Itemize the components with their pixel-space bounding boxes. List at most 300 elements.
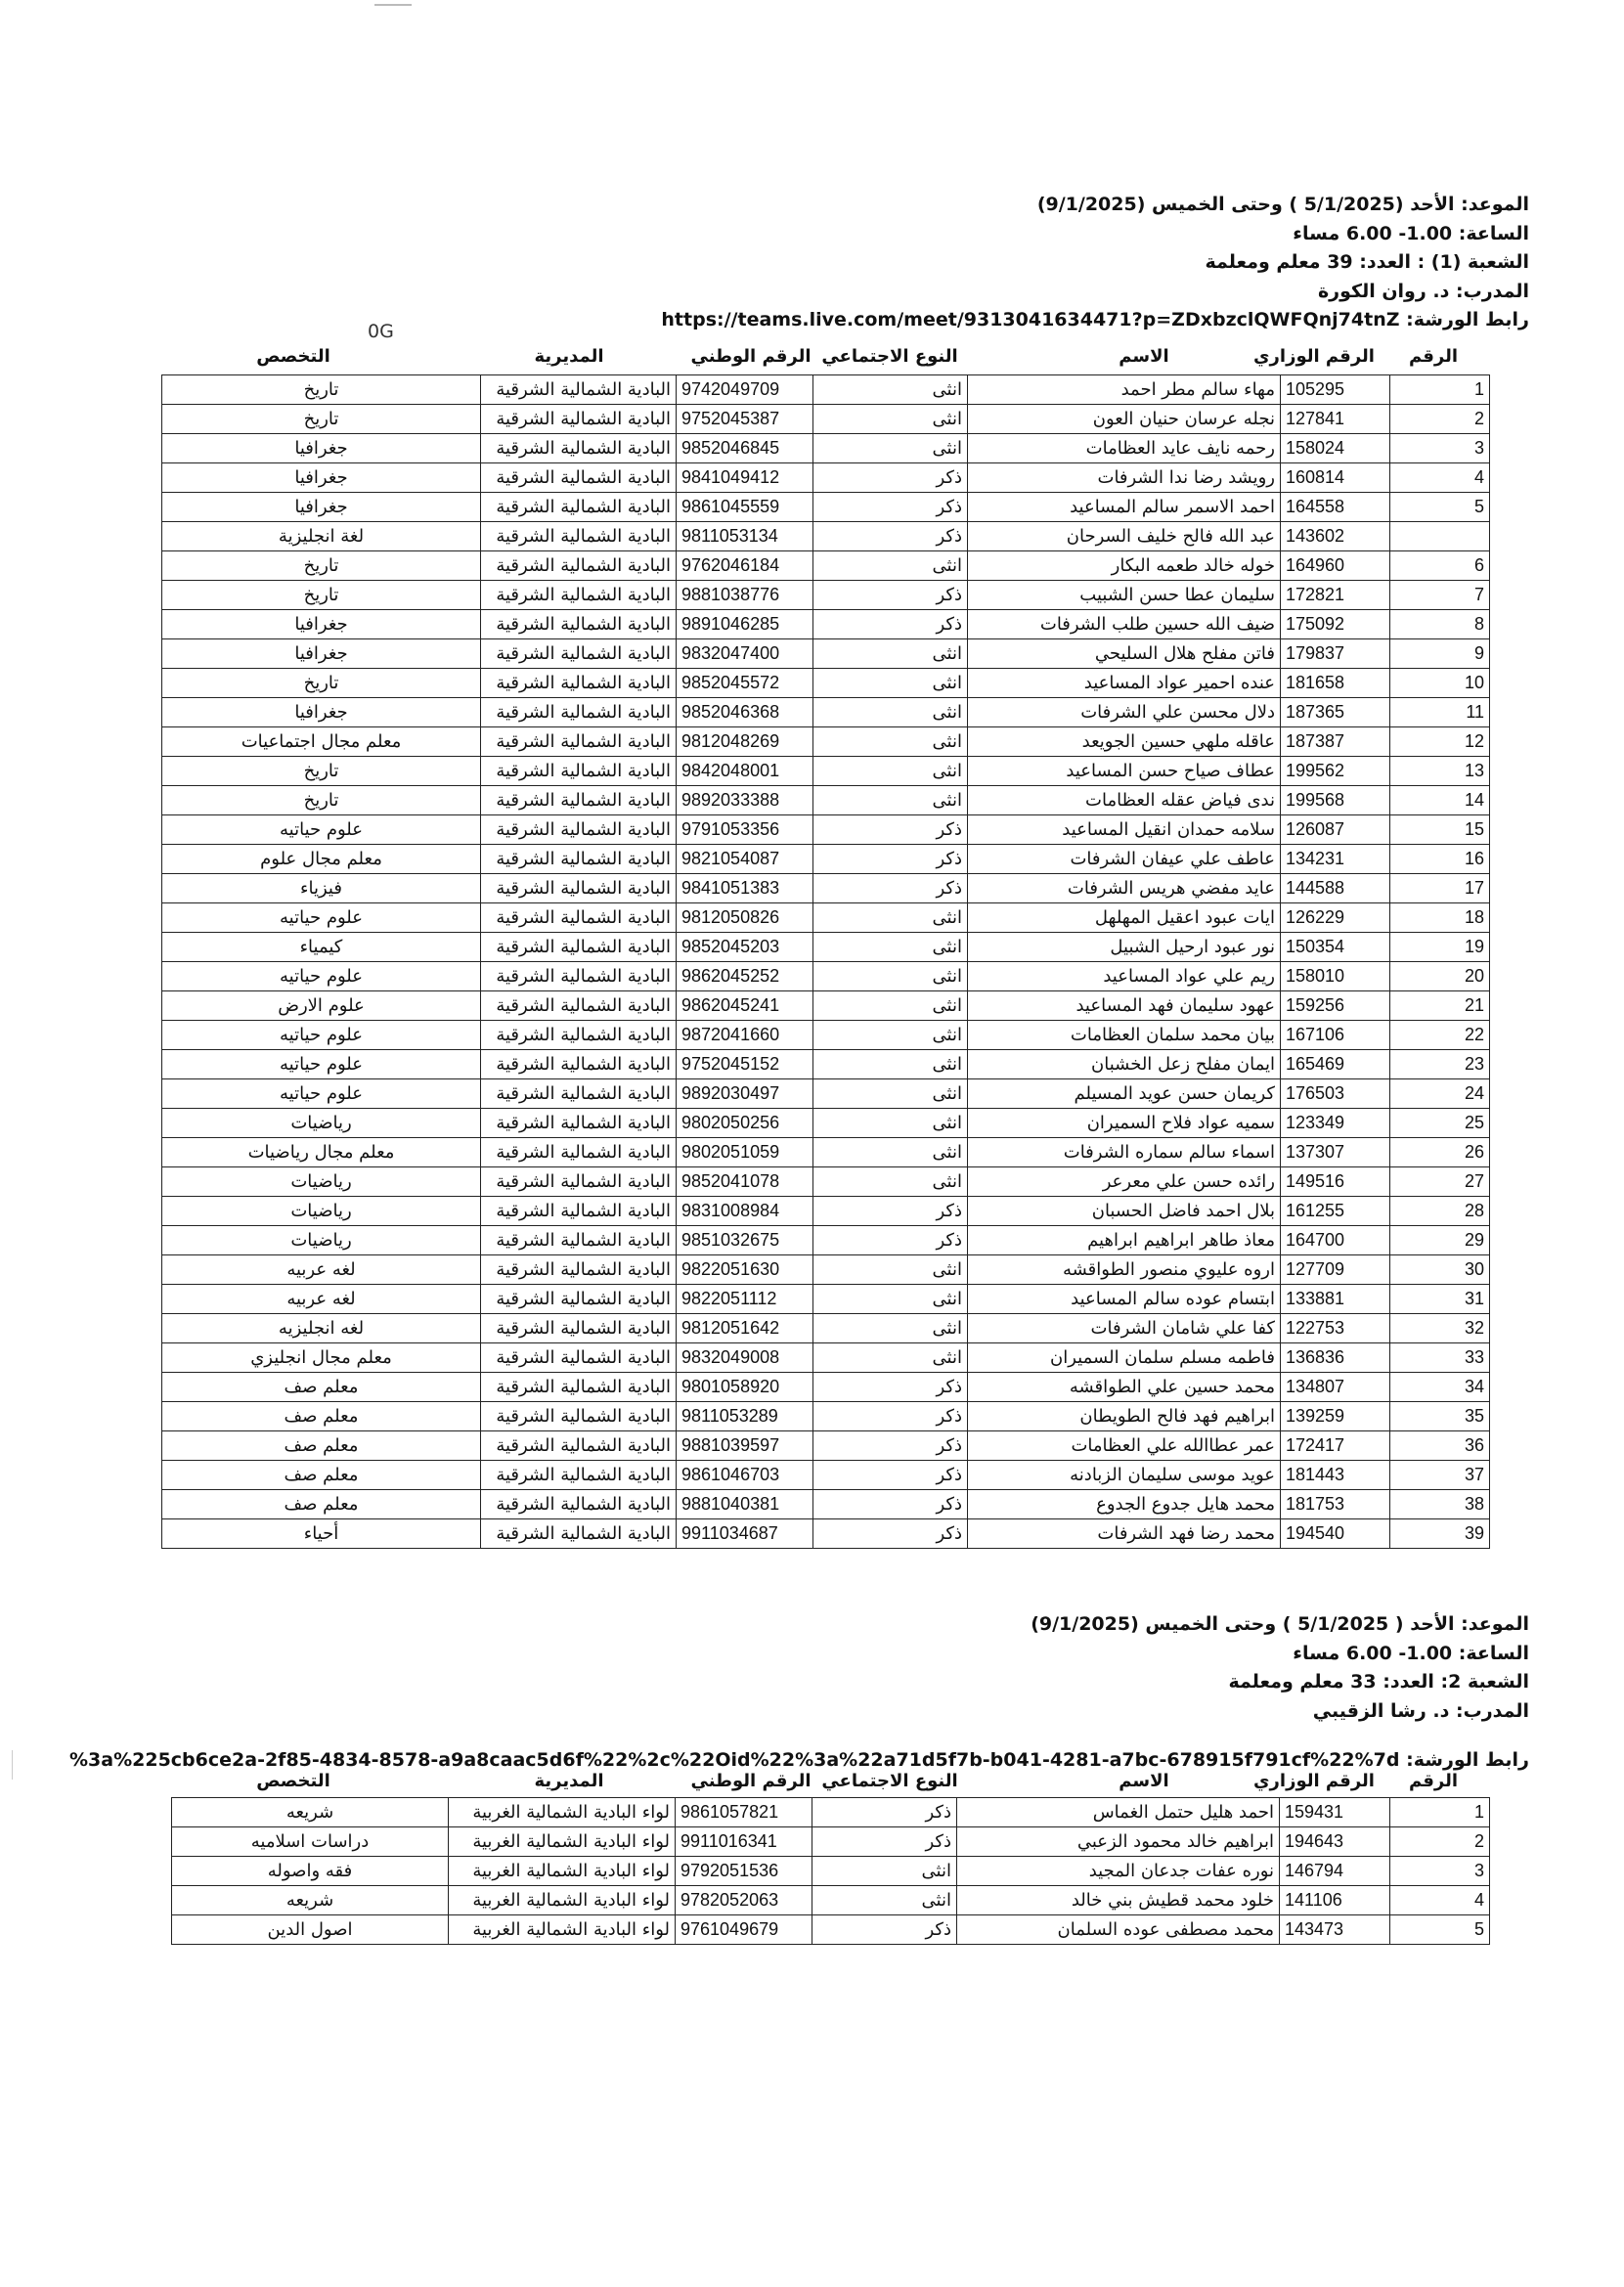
table-row	[162, 493, 1490, 522]
spec-cell: علوم حياتيه	[162, 1079, 481, 1109]
national-id-cell: 9811053289	[677, 1402, 813, 1431]
directorate-cell: لواء البادية الشمالية الغربية	[449, 1827, 676, 1857]
directorate-cell: البادية الشمالية الشرقية	[481, 757, 677, 786]
name-cell: فاتن مفلح هلال السليحي	[968, 639, 1281, 669]
ministry-id-cell: 164960	[1281, 551, 1390, 581]
spec-cell: تاريخ	[162, 757, 481, 786]
row-number-cell: 2	[1390, 405, 1490, 434]
directorate-cell: لواء البادية الشمالية الغربية	[449, 1915, 676, 1945]
row-number-cell: 19	[1390, 933, 1490, 962]
spec-cell: معلم صف	[162, 1402, 481, 1431]
gender-cell: انثى	[813, 1285, 968, 1314]
directorate-cell: البادية الشمالية الشرقية	[481, 463, 677, 493]
row-number-cell: 4	[1390, 1886, 1490, 1915]
gender-cell: ذكر	[813, 522, 968, 551]
directorate-cell: البادية الشمالية الشرقية	[481, 1138, 677, 1167]
table-row	[162, 698, 1490, 727]
row-number-cell: 5	[1390, 1915, 1490, 1945]
name-cell: مهاء سالم مطر احمد	[968, 375, 1281, 405]
table-row	[162, 434, 1490, 463]
section1-column-headers	[0, 346, 1624, 370]
directorate-cell: البادية الشمالية الشرقية	[481, 522, 677, 551]
ministry-id-cell: 126229	[1281, 903, 1390, 933]
directorate-cell: البادية الشمالية الشرقية	[481, 815, 677, 845]
table-row	[172, 1886, 1490, 1915]
ministry-id-cell: 199568	[1281, 786, 1390, 815]
ministry-id-cell: 137307	[1281, 1138, 1390, 1167]
row-number-cell: 29	[1390, 1226, 1490, 1255]
national-id-cell: 9831008984	[677, 1197, 813, 1226]
spec-cell: شريعه	[172, 1886, 449, 1915]
header-gender: النوع الاجتماعي	[821, 346, 958, 367]
gender-cell: انثى	[813, 1167, 968, 1197]
directorate-cell: البادية الشمالية الشرقية	[481, 1490, 677, 1519]
spec-cell: أحياء	[162, 1519, 481, 1549]
name-cell: عطاف صياح حسن المساعيد	[968, 757, 1281, 786]
spec-cell: معلم صف	[162, 1373, 481, 1402]
gender-cell: انثى	[813, 757, 968, 786]
header-national-id: الرقم الوطني	[690, 1771, 812, 1791]
national-id-cell: 9892030497	[677, 1079, 813, 1109]
name-cell: خلود محمد قطيش بني خالد	[957, 1886, 1280, 1915]
spec-cell: معلم مجال رياضيات	[162, 1138, 481, 1167]
table-row	[172, 1827, 1490, 1857]
ministry-id-cell: 159256	[1281, 991, 1390, 1021]
gender-cell: انثى	[813, 405, 968, 434]
table-row	[162, 815, 1490, 845]
name-cell: ضيف الله حسين طلب الشرفات	[968, 610, 1281, 639]
gender-cell: انثى	[813, 933, 968, 962]
row-number-cell: 12	[1390, 727, 1490, 757]
name-cell: ايمان مفلح زعل الخشبان	[968, 1050, 1281, 1079]
table-row	[162, 610, 1490, 639]
table-row	[162, 463, 1490, 493]
gender-cell: انثى	[813, 903, 968, 933]
gender-cell: ذكر	[813, 1490, 968, 1519]
header-directorate: المديرية	[534, 346, 604, 367]
spec-cell: معلم صف	[162, 1431, 481, 1461]
ministry-id-cell: 127709	[1281, 1255, 1390, 1285]
header-name: الاسم	[1119, 346, 1169, 367]
name-cell: عاطف علي عيفان الشرفات	[968, 845, 1281, 874]
row-number-cell: 1	[1390, 375, 1490, 405]
national-id-cell: 9841049412	[677, 463, 813, 493]
directorate-cell: البادية الشمالية الشرقية	[481, 1314, 677, 1343]
national-id-cell: 9791053356	[677, 815, 813, 845]
table-row	[162, 1255, 1490, 1285]
directorate-cell: البادية الشمالية الشرقية	[481, 786, 677, 815]
section1-trainer-line: المدرب: د. روان الكورة	[1317, 280, 1529, 302]
directorate-cell: لواء البادية الشمالية الغربية	[449, 1886, 676, 1915]
national-id-cell: 9782052063	[676, 1886, 812, 1915]
section1-date-line: الموعد: الأحد (5/1/2025 ) وحتى الخميس (9/1/2025)	[1036, 194, 1529, 215]
national-id-cell: 9832047400	[677, 639, 813, 669]
table-row	[162, 1402, 1490, 1431]
spec-cell: لغه انجليزيه	[162, 1314, 481, 1343]
section2-table	[171, 1797, 1490, 1945]
national-id-cell: 9881038776	[677, 581, 813, 610]
section1-link-label: رابط الورشة:	[1406, 309, 1529, 330]
directorate-cell: البادية الشمالية الشرقية	[481, 493, 677, 522]
directorate-cell: البادية الشمالية الشرقية	[481, 1519, 677, 1549]
spec-cell: تاريخ	[162, 375, 481, 405]
table-row	[162, 1373, 1490, 1402]
table-row	[162, 669, 1490, 698]
ministry-id-cell: 194643	[1280, 1827, 1390, 1857]
name-cell: ابراهيم فهد فالح الطويطان	[968, 1402, 1281, 1431]
name-cell: محمد حسين علي الطواقشه	[968, 1373, 1281, 1402]
ministry-id-cell: 122753	[1281, 1314, 1390, 1343]
header-name: الاسم	[1119, 1771, 1169, 1791]
gender-cell: ذكر	[813, 1461, 968, 1490]
ministry-id-cell: 165469	[1281, 1050, 1390, 1079]
table-row	[162, 581, 1490, 610]
header-spec: التخصص	[256, 1771, 330, 1791]
spec-cell: رياضيات	[162, 1226, 481, 1255]
table-row	[162, 1050, 1490, 1079]
ministry-id-cell: 172417	[1281, 1431, 1390, 1461]
name-cell: سليمان عطا حسن الشبيب	[968, 581, 1281, 610]
name-cell: اسماء سالم سماره الشرفات	[968, 1138, 1281, 1167]
gender-cell: انثى	[813, 962, 968, 991]
table-row	[162, 1285, 1490, 1314]
directorate-cell: البادية الشمالية الشرقية	[481, 1079, 677, 1109]
ministry-id-cell: 133881	[1281, 1285, 1390, 1314]
spec-cell: جغرافيا	[162, 639, 481, 669]
name-cell: رويشد رضا ندا الشرفات	[968, 463, 1281, 493]
name-cell: رائده حسن علي معرعر	[968, 1167, 1281, 1197]
scan-artifact	[374, 4, 412, 6]
directorate-cell: لواء البادية الشمالية الغربية	[449, 1798, 676, 1827]
gender-cell: انثى	[813, 639, 968, 669]
directorate-cell: لواء البادية الشمالية الغربية	[449, 1857, 676, 1886]
table-row	[162, 845, 1490, 874]
ministry-id-cell: 143473	[1280, 1915, 1390, 1945]
row-number-cell: 8	[1390, 610, 1490, 639]
section2-link-url[interactable]: %3a%225cb6ce2a-2f85-4834-8578-a9a8caac5d6f%22%2c%22Oid%22%3a%22a71d5f7b-b041-4281-a7bc-678915f791cf%22%7d	[69, 1749, 1400, 1771]
ministry-id-cell: 175092	[1281, 610, 1390, 639]
spec-cell: جغرافيا	[162, 434, 481, 463]
spec-cell: علوم حياتيه	[162, 815, 481, 845]
national-id-cell: 9761049679	[676, 1915, 812, 1945]
spec-cell: رياضيات	[162, 1197, 481, 1226]
name-cell: كفا علي شامان الشرفات	[968, 1314, 1281, 1343]
name-cell: احمد الاسمر سالم المساعيد	[968, 493, 1281, 522]
national-id-cell: 9852041078	[677, 1167, 813, 1197]
name-cell: عاقله ملهي حسين الجويعد	[968, 727, 1281, 757]
table-row	[162, 405, 1490, 434]
national-id-cell: 9752045387	[677, 405, 813, 434]
national-id-cell: 9742049709	[677, 375, 813, 405]
name-cell: نور عبود ارحيل الشبيل	[968, 933, 1281, 962]
ministry-id-cell: 146794	[1280, 1857, 1390, 1886]
row-number-cell: 11	[1390, 698, 1490, 727]
table-row	[162, 991, 1490, 1021]
table-row	[162, 1343, 1490, 1373]
table-row	[162, 1167, 1490, 1197]
section2-date-line: الموعد: الأحد ( 5/1/2025 ) وحتى الخميس (9/1/2025)	[1031, 1613, 1529, 1635]
gender-cell: انثى	[813, 375, 968, 405]
spec-cell: فقه واصوله	[172, 1857, 449, 1886]
table-row	[162, 1461, 1490, 1490]
national-id-cell: 9832049008	[677, 1343, 813, 1373]
section2-trainer-line: المدرب: د. رشا الزقيبي	[1312, 1699, 1529, 1722]
national-id-cell: 9881039597	[677, 1431, 813, 1461]
header-gender: النوع الاجتماعي	[821, 1771, 958, 1791]
table-row	[162, 1314, 1490, 1343]
directorate-cell: البادية الشمالية الشرقية	[481, 610, 677, 639]
spec-cell: تاريخ	[162, 405, 481, 434]
table-row	[162, 522, 1490, 551]
national-id-cell: 9801058920	[677, 1373, 813, 1402]
row-number-cell: 35	[1390, 1402, 1490, 1431]
table-row	[162, 1197, 1490, 1226]
table-row	[162, 1138, 1490, 1167]
section1-header	[661, 191, 1529, 335]
gender-cell: ذكر	[813, 493, 968, 522]
row-number-cell: 24	[1390, 1079, 1490, 1109]
ministry-id-cell: 141106	[1280, 1886, 1390, 1915]
national-id-cell: 9841051383	[677, 874, 813, 903]
national-id-cell: 9792051536	[676, 1857, 812, 1886]
header-number: الرقم	[1408, 1771, 1459, 1791]
directorate-cell: البادية الشمالية الشرقية	[481, 1050, 677, 1079]
gender-cell: انثى	[813, 1079, 968, 1109]
table-row	[162, 1431, 1490, 1461]
national-id-cell: 9862045252	[677, 962, 813, 991]
spec-cell: معلم مجال انجليزي	[162, 1343, 481, 1373]
ministry-id-cell: 149516	[1281, 1167, 1390, 1197]
gender-cell: انثى	[813, 1138, 968, 1167]
gender-cell: ذكر	[812, 1798, 957, 1827]
row-number-cell: 2	[1390, 1827, 1490, 1857]
ministry-id-cell: 199562	[1281, 757, 1390, 786]
table-row	[162, 639, 1490, 669]
national-id-cell: 9802051059	[677, 1138, 813, 1167]
directorate-cell: البادية الشمالية الشرقية	[481, 1167, 677, 1197]
section1-time-line: الساعة: 1.00- 6.00 مساء	[1293, 222, 1529, 244]
ministry-id-cell: 105295	[1281, 375, 1390, 405]
name-cell: كريمان حسن عويد المسيلم	[968, 1079, 1281, 1109]
row-number-cell: 22	[1390, 1021, 1490, 1050]
name-cell: نجله عرسان حنيان العون	[968, 405, 1281, 434]
table-row	[162, 874, 1490, 903]
national-id-cell: 9862045241	[677, 991, 813, 1021]
national-id-cell: 9811053134	[677, 522, 813, 551]
ministry-id-cell: 164700	[1281, 1226, 1390, 1255]
directorate-cell: البادية الشمالية الشرقية	[481, 405, 677, 434]
ministry-id-cell: 143602	[1281, 522, 1390, 551]
section2-table-body	[172, 1798, 1490, 1945]
row-number-cell: 4	[1390, 463, 1490, 493]
spec-cell: معلم صف	[162, 1490, 481, 1519]
gender-cell: ذكر	[813, 1226, 968, 1255]
directorate-cell: البادية الشمالية الشرقية	[481, 375, 677, 405]
row-number-cell: 38	[1390, 1490, 1490, 1519]
table-row	[162, 903, 1490, 933]
national-id-cell: 9872041660	[677, 1021, 813, 1050]
name-cell: سميه عواد فلاح السميران	[968, 1109, 1281, 1138]
row-number-cell: 3	[1390, 434, 1490, 463]
national-id-cell: 9822051630	[677, 1255, 813, 1285]
gender-cell: ذكر	[813, 610, 968, 639]
directorate-cell: البادية الشمالية الشرقية	[481, 669, 677, 698]
name-cell: محمد مصطفى عوده السلمان	[957, 1915, 1280, 1945]
row-number-cell: 23	[1390, 1050, 1490, 1079]
national-id-cell: 9842048001	[677, 757, 813, 786]
gender-cell: ذكر	[813, 581, 968, 610]
header-ministry-id: الرقم الوزاري	[1253, 1771, 1375, 1791]
name-cell: محمد رضا فهد الشرفات	[968, 1519, 1281, 1549]
table-row	[162, 786, 1490, 815]
row-number-cell: 7	[1390, 581, 1490, 610]
table-row	[162, 757, 1490, 786]
name-cell: عايد مفضي هريس الشرفات	[968, 874, 1281, 903]
gender-cell: ذكر	[813, 463, 968, 493]
row-number-cell: 1	[1390, 1798, 1490, 1827]
directorate-cell: البادية الشمالية الشرقية	[481, 1431, 677, 1461]
table-row	[162, 933, 1490, 962]
name-cell: بلال احمد فاضل الحسبان	[968, 1197, 1281, 1226]
row-number-cell: 18	[1390, 903, 1490, 933]
directorate-cell: البادية الشمالية الشرقية	[481, 698, 677, 727]
gender-cell: انثى	[813, 991, 968, 1021]
ministry-id-cell: 136836	[1281, 1343, 1390, 1373]
row-number-cell: 32	[1390, 1314, 1490, 1343]
gender-cell: انثى	[813, 434, 968, 463]
spec-cell: تاريخ	[162, 551, 481, 581]
ministry-id-cell: 194540	[1281, 1519, 1390, 1549]
spec-cell: علوم الارض	[162, 991, 481, 1021]
spec-cell: لغه عربيه	[162, 1285, 481, 1314]
table-row	[162, 962, 1490, 991]
row-number-cell: 6	[1390, 551, 1490, 581]
ministry-id-cell: 181443	[1281, 1461, 1390, 1490]
header-ministry-id: الرقم الوزاري	[1253, 346, 1375, 367]
gender-cell: ذكر	[813, 845, 968, 874]
national-id-cell: 9852046845	[677, 434, 813, 463]
national-id-cell: 9892033388	[677, 786, 813, 815]
national-id-cell: 9861057821	[676, 1798, 812, 1827]
gender-cell: انثى	[813, 1314, 968, 1343]
spec-cell: رياضيات	[162, 1109, 481, 1138]
name-cell: اروه عليوي منصور الطواقشه	[968, 1255, 1281, 1285]
spec-cell: جغرافيا	[162, 698, 481, 727]
national-id-cell: 9812050826	[677, 903, 813, 933]
ministry-id-cell: 144588	[1281, 874, 1390, 903]
row-number-cell: 27	[1390, 1167, 1490, 1197]
national-id-cell: 9852045572	[677, 669, 813, 698]
directorate-cell: البادية الشمالية الشرقية	[481, 933, 677, 962]
spec-cell: كيمياء	[162, 933, 481, 962]
spec-cell: تاريخ	[162, 669, 481, 698]
name-cell: معاذ طاهر ابراهيم ابراهيم	[968, 1226, 1281, 1255]
stray-mark: 0G	[368, 321, 394, 342]
ministry-id-cell: 172821	[1281, 581, 1390, 610]
national-id-cell: 9911034687	[677, 1519, 813, 1549]
row-number-cell: 20	[1390, 962, 1490, 991]
table-row	[162, 727, 1490, 757]
row-number-cell: 36	[1390, 1431, 1490, 1461]
section1-link-url[interactable]: https://teams.live.com/meet/9313041634471?p=ZDxbzclQWFQnj74tnZ	[661, 309, 1400, 330]
spec-cell: جغرافيا	[162, 493, 481, 522]
directorate-cell: البادية الشمالية الشرقية	[481, 1021, 677, 1050]
ministry-id-cell: 126087	[1281, 815, 1390, 845]
spec-cell: اصول الدين	[172, 1915, 449, 1945]
gender-cell: ذكر	[813, 1402, 968, 1431]
gender-cell: ذكر	[813, 1431, 968, 1461]
ministry-id-cell: 150354	[1281, 933, 1390, 962]
national-id-cell: 9851032675	[677, 1226, 813, 1255]
directorate-cell: البادية الشمالية الشرقية	[481, 874, 677, 903]
gender-cell: انثى	[813, 698, 968, 727]
header-number: الرقم	[1408, 346, 1459, 367]
ministry-id-cell: 161255	[1281, 1197, 1390, 1226]
spec-cell: علوم حياتيه	[162, 962, 481, 991]
name-cell: عهود سليمان فهد المساعيد	[968, 991, 1281, 1021]
section1-group-line: الشعبة (1) : العدد: 39 معلم ومعلمة	[1205, 251, 1529, 273]
row-number-cell: 28	[1390, 1197, 1490, 1226]
directorate-cell: البادية الشمالية الشرقية	[481, 962, 677, 991]
national-id-cell: 9852045203	[677, 933, 813, 962]
national-id-cell: 9821054087	[677, 845, 813, 874]
table-row	[162, 1490, 1490, 1519]
spec-cell: فيزياء	[162, 874, 481, 903]
gender-cell: ذكر	[812, 1915, 957, 1945]
row-number-cell: 37	[1390, 1461, 1490, 1490]
section2-column-headers	[0, 1771, 1624, 1794]
row-number-cell: 39	[1390, 1519, 1490, 1549]
spec-cell: شريعه	[172, 1798, 449, 1827]
name-cell: سلامه حمدان انقيل المساعيد	[968, 815, 1281, 845]
table-row	[162, 375, 1490, 405]
name-cell: فاطمه مسلم سلمان السميران	[968, 1343, 1281, 1373]
row-number-cell	[1390, 522, 1490, 551]
gender-cell: انثى	[813, 669, 968, 698]
directorate-cell: البادية الشمالية الشرقية	[481, 1461, 677, 1490]
directorate-cell: البادية الشمالية الشرقية	[481, 1226, 677, 1255]
national-id-cell: 9881040381	[677, 1490, 813, 1519]
table-row	[162, 1109, 1490, 1138]
table-row	[172, 1798, 1490, 1827]
row-number-cell: 31	[1390, 1285, 1490, 1314]
name-cell: دلال محسن علي الشرفات	[968, 698, 1281, 727]
national-id-cell: 9812051642	[677, 1314, 813, 1343]
spec-cell: معلم مجال علوم	[162, 845, 481, 874]
ministry-id-cell: 164558	[1281, 493, 1390, 522]
national-id-cell: 9762046184	[677, 551, 813, 581]
row-number-cell: 26	[1390, 1138, 1490, 1167]
directorate-cell: البادية الشمالية الشرقية	[481, 1285, 677, 1314]
gender-cell: ذكر	[813, 815, 968, 845]
name-cell: عويد موسى سليمان الزبادنه	[968, 1461, 1281, 1490]
row-number-cell: 16	[1390, 845, 1490, 874]
section1-table-body	[162, 375, 1490, 1549]
directorate-cell: البادية الشمالية الشرقية	[481, 903, 677, 933]
table-row	[162, 1519, 1490, 1549]
ministry-id-cell: 160814	[1281, 463, 1390, 493]
spec-cell: جغرافيا	[162, 610, 481, 639]
row-number-cell: 13	[1390, 757, 1490, 786]
ministry-id-cell: 187365	[1281, 698, 1390, 727]
name-cell: بيان محمد سلمان العظامات	[968, 1021, 1281, 1050]
directorate-cell: البادية الشمالية الشرقية	[481, 581, 677, 610]
ministry-id-cell: 159431	[1280, 1798, 1390, 1827]
gender-cell: انثى	[813, 551, 968, 581]
gender-cell: انثى	[813, 1050, 968, 1079]
gender-cell: انثى	[813, 1109, 968, 1138]
table-row	[172, 1915, 1490, 1945]
